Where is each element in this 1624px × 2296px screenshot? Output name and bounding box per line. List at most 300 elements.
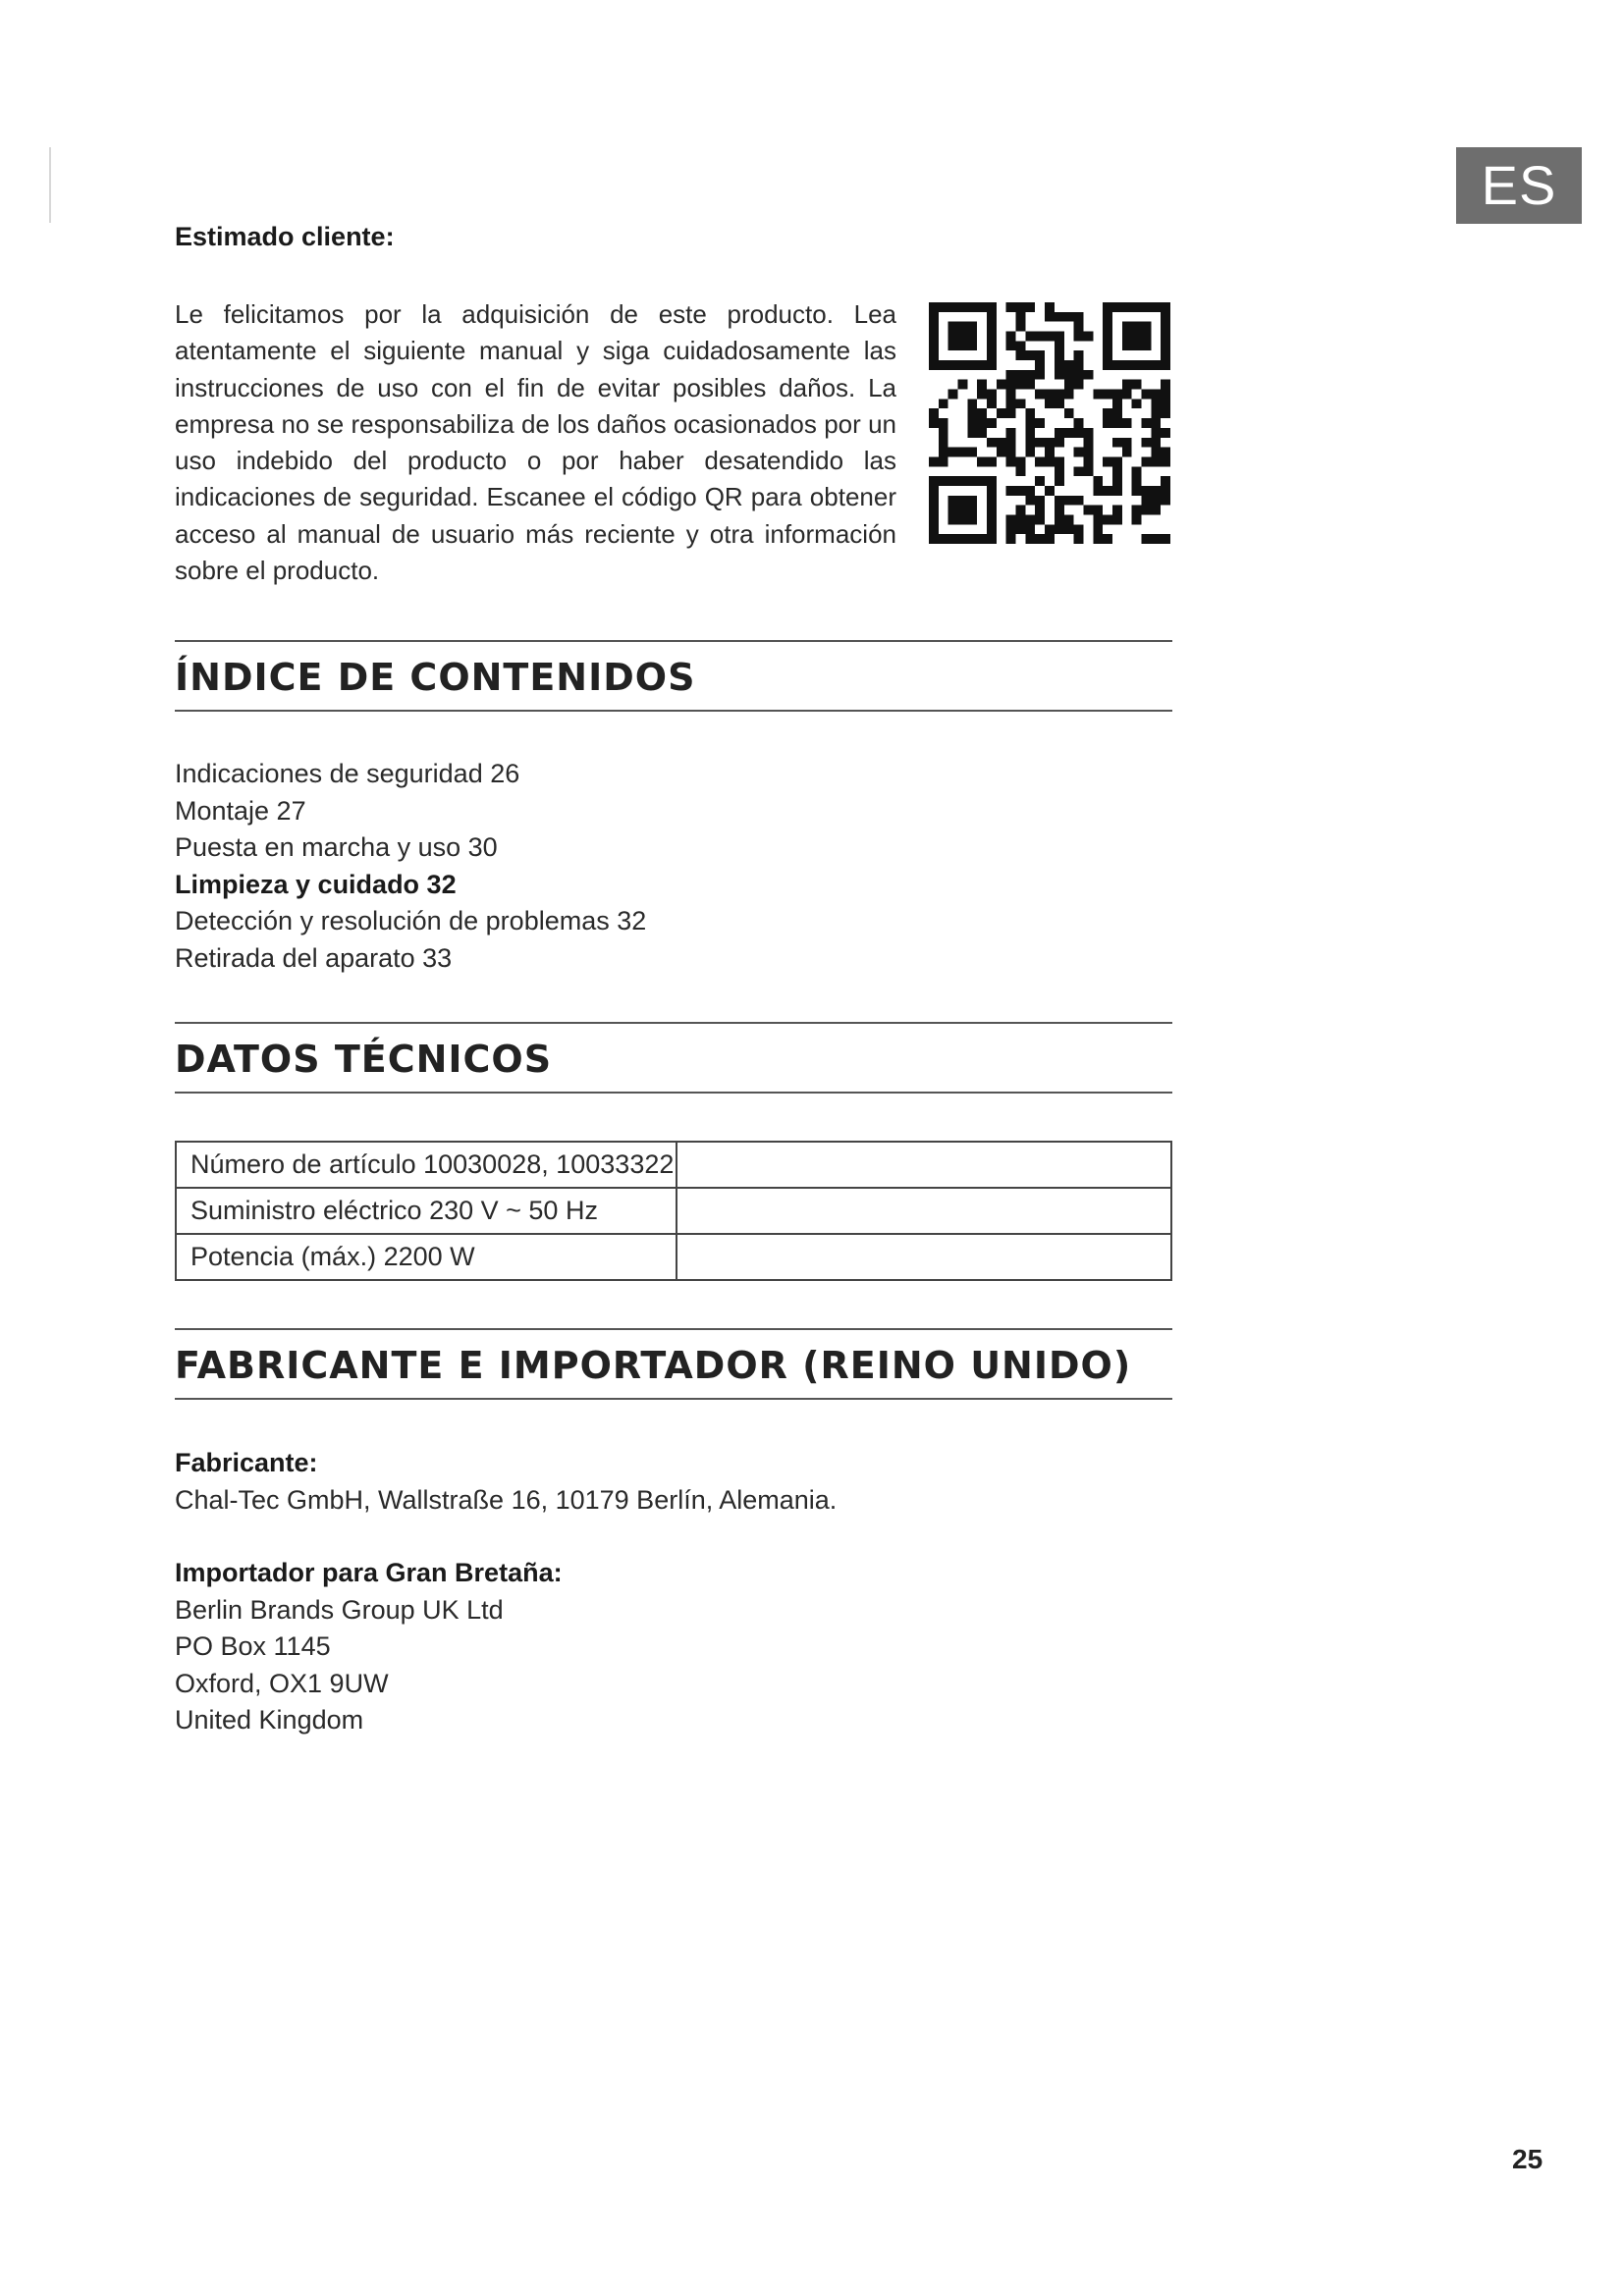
qr-module <box>948 448 958 457</box>
manufacturer-label: Fabricante: <box>175 1448 318 1477</box>
qr-module <box>1006 448 1016 457</box>
qr-module <box>1151 418 1161 428</box>
qr-module <box>1055 341 1064 350</box>
qr-module <box>1025 370 1035 380</box>
qr-module <box>1055 399 1064 408</box>
qr-module <box>1025 496 1035 506</box>
qr-module <box>987 514 997 524</box>
tech-specs-table <box>175 1141 1172 1281</box>
importer-address-line: United Kingdom <box>175 1705 364 1735</box>
qr-module <box>1151 534 1161 544</box>
qr-module <box>1074 350 1084 360</box>
qr-module <box>1016 370 1026 380</box>
qr-module <box>1025 438 1035 448</box>
qr-module <box>1141 486 1151 496</box>
qr-module <box>929 514 939 524</box>
qr-module <box>1035 390 1045 400</box>
qr-module <box>1161 380 1170 390</box>
toc-item[interactable]: Puesta en marcha y uso 30 <box>175 832 498 862</box>
qr-module <box>1045 456 1055 466</box>
qr-module <box>1083 506 1093 515</box>
toc-item[interactable]: Montaje 27 <box>175 795 306 826</box>
qr-module <box>1025 380 1035 390</box>
qr-module <box>967 408 977 418</box>
qr-module <box>967 418 977 428</box>
qr-module <box>1006 524 1016 534</box>
qr-module <box>1132 399 1142 408</box>
qr-module <box>1093 486 1103 496</box>
qr-module <box>1045 302 1055 312</box>
qr-module <box>1141 418 1151 428</box>
qr-module <box>1151 399 1161 408</box>
qr-module <box>1035 476 1045 486</box>
toc-item[interactable]: Limpieza y cuidado 32 <box>175 869 457 899</box>
qr-module <box>1141 534 1151 544</box>
qr-module <box>1161 302 1170 312</box>
qr-module <box>1074 524 1084 534</box>
qr-module <box>1151 390 1161 400</box>
qr-module <box>967 534 977 544</box>
qr-module <box>967 399 977 408</box>
qr-module <box>1035 534 1045 544</box>
qr-module <box>948 390 958 400</box>
toc-item[interactable]: Retirada del aparato 33 <box>175 942 453 973</box>
qr-module <box>1161 312 1170 322</box>
qr-module <box>929 524 939 534</box>
qr-module <box>1006 302 1016 312</box>
qr-module <box>1103 360 1112 370</box>
qr-module <box>939 438 948 448</box>
qr-module <box>1132 466 1142 476</box>
qr-module <box>1025 514 1035 524</box>
qr-module <box>977 456 987 466</box>
qr-module <box>967 360 977 370</box>
qr-module <box>1112 506 1122 515</box>
qr-module <box>1045 534 1055 544</box>
qr-module <box>1074 380 1084 390</box>
qr-module <box>1132 341 1142 350</box>
qr-module <box>1006 408 1016 418</box>
qr-module <box>1074 360 1084 370</box>
qr-module <box>948 476 958 486</box>
qr-module <box>1064 390 1074 400</box>
qr-module <box>1112 514 1122 524</box>
qr-module <box>1006 332 1016 342</box>
qr-module <box>1141 332 1151 342</box>
importer-address-line: Oxford, OX1 9UW <box>175 1668 389 1698</box>
toc-heading: ÍNDICE DE CONTENIDOS <box>175 656 696 699</box>
qr-module <box>939 456 948 466</box>
qr-module <box>1103 322 1112 332</box>
qr-module <box>1151 486 1161 496</box>
qr-module <box>987 506 997 515</box>
qr-module <box>987 332 997 342</box>
qr-module <box>958 448 968 457</box>
qr-module <box>1093 506 1103 515</box>
qr-module <box>1045 524 1055 534</box>
qr-module <box>948 322 958 332</box>
qr-module <box>939 476 948 486</box>
qr-module <box>1055 466 1064 476</box>
qr-module <box>987 399 997 408</box>
qr-module <box>1161 350 1170 360</box>
qr-module <box>1122 418 1132 428</box>
qr-module <box>1035 370 1045 380</box>
qr-module <box>1045 312 1055 322</box>
qr-module <box>1141 302 1151 312</box>
qr-module <box>1132 514 1142 524</box>
qr-module <box>1112 466 1122 476</box>
qr-module <box>1064 380 1074 390</box>
qr-module <box>948 496 958 506</box>
qr-module <box>977 390 987 400</box>
qr-module <box>1074 312 1084 322</box>
qr-module <box>1141 390 1151 400</box>
qr-module <box>929 350 939 360</box>
qr-module <box>1122 302 1132 312</box>
qr-module <box>929 312 939 322</box>
qr-module <box>1132 332 1142 342</box>
qr-module <box>1122 322 1132 332</box>
qr-module <box>939 534 948 544</box>
qr-module <box>1141 341 1151 350</box>
qr-module <box>1064 524 1074 534</box>
qr-module <box>1093 390 1103 400</box>
tech-heading: DATOS TÉCNICOS <box>175 1038 553 1081</box>
qr-module <box>929 456 939 466</box>
qr-module <box>1112 438 1122 448</box>
qr-module <box>958 332 968 342</box>
qr-module <box>1093 514 1103 524</box>
qr-module <box>1055 360 1064 370</box>
qr-module <box>1112 390 1122 400</box>
qr-module <box>1064 408 1074 418</box>
qr-module <box>1132 322 1142 332</box>
qr-module <box>1016 341 1026 350</box>
qr-module <box>1045 448 1055 457</box>
importer-block <box>175 1555 563 1739</box>
qr-module <box>1103 332 1112 342</box>
qr-module <box>1083 448 1093 457</box>
qr-module <box>1093 524 1103 534</box>
qr-module <box>997 408 1006 418</box>
qr-module <box>1141 438 1151 448</box>
qr-module <box>948 332 958 342</box>
qr-module <box>1112 456 1122 466</box>
qr-module <box>1025 408 1035 418</box>
qr-module <box>1006 438 1016 448</box>
qr-module <box>977 380 987 390</box>
table-row <box>176 1142 1171 1188</box>
qr-code[interactable] <box>929 302 1170 544</box>
qr-module <box>1161 486 1170 496</box>
qr-module <box>958 514 968 524</box>
qr-module <box>1103 341 1112 350</box>
qr-module <box>1141 496 1151 506</box>
qr-module <box>1016 322 1026 332</box>
qr-module <box>1006 456 1016 466</box>
qr-module <box>1016 380 1026 390</box>
qr-module <box>1055 370 1064 380</box>
qr-module <box>1035 496 1045 506</box>
qr-module <box>1025 428 1035 438</box>
qr-module <box>967 341 977 350</box>
qr-module <box>1103 418 1112 428</box>
qr-module <box>1006 428 1016 438</box>
qr-module <box>1016 456 1026 466</box>
qr-module <box>1055 506 1064 515</box>
qr-module <box>1151 496 1161 506</box>
table-row <box>176 1188 1171 1234</box>
qr-module <box>1025 350 1035 360</box>
qr-module <box>1112 486 1122 496</box>
qr-module <box>1006 514 1016 524</box>
qr-module <box>929 341 939 350</box>
qr-module <box>1016 524 1026 534</box>
qr-module <box>977 476 987 486</box>
qr-module <box>1025 486 1035 496</box>
qr-module <box>929 496 939 506</box>
spec-cell: Potencia (máx.) 2200 W <box>176 1234 677 1280</box>
qr-module <box>987 496 997 506</box>
qr-module <box>1161 399 1170 408</box>
qr-module <box>1122 341 1132 350</box>
qr-module <box>1132 506 1142 515</box>
toc-item[interactable]: Indicaciones de seguridad 26 <box>175 759 520 788</box>
qr-module <box>1064 360 1074 370</box>
qr-module <box>929 418 939 428</box>
qr-module <box>1025 332 1035 342</box>
qr-module <box>958 496 968 506</box>
spec-cell: Suministro eléctrico 230 V ~ 50 Hz <box>176 1188 677 1234</box>
qr-module <box>948 360 958 370</box>
qr-module <box>1112 360 1122 370</box>
qr-module <box>1161 408 1170 418</box>
importer-address-line: Berlin Brands Group UK Ltd <box>175 1594 504 1625</box>
qr-module <box>1122 448 1132 457</box>
qr-module <box>1161 322 1170 332</box>
qr-module <box>967 496 977 506</box>
qr-module <box>987 486 997 496</box>
qr-module <box>958 506 968 515</box>
qr-module <box>1122 332 1132 342</box>
qr-module <box>1103 350 1112 360</box>
qr-module <box>1064 312 1074 322</box>
qr-module <box>1064 370 1074 380</box>
qr-module <box>1055 476 1064 486</box>
qr-module <box>967 476 977 486</box>
qr-module <box>1055 332 1064 342</box>
qr-module <box>1016 302 1026 312</box>
qr-module <box>1161 456 1170 466</box>
qr-module <box>1122 390 1132 400</box>
qr-module <box>939 399 948 408</box>
qr-module <box>929 322 939 332</box>
qr-module <box>967 332 977 342</box>
qr-module <box>1016 466 1026 476</box>
qr-module <box>1035 438 1045 448</box>
table-of-contents <box>175 756 646 977</box>
qr-module <box>1055 438 1064 448</box>
qr-module <box>977 418 987 428</box>
qr-module <box>958 341 968 350</box>
qr-module <box>967 302 977 312</box>
qr-module <box>1074 496 1084 506</box>
qr-module <box>1103 312 1112 322</box>
qr-module <box>929 332 939 342</box>
qr-module <box>1025 534 1035 544</box>
qr-module <box>1122 438 1132 448</box>
qr-module <box>987 322 997 332</box>
qr-module <box>1016 312 1026 322</box>
qr-module <box>987 302 997 312</box>
qr-module <box>1016 486 1026 496</box>
qr-module <box>1151 448 1161 457</box>
qr-module <box>1103 390 1112 400</box>
qr-module <box>967 428 977 438</box>
qr-module <box>1074 322 1084 332</box>
spec-cell: Número de artículo 10030028, 10033322 <box>176 1142 677 1188</box>
qr-module <box>1074 448 1084 457</box>
qr-module <box>1103 534 1112 544</box>
qr-module <box>1035 350 1045 360</box>
manufacturer-address: Chal-Tec GmbH, Wallstraße 16, 10179 Berlín, Alemania. <box>175 1484 838 1515</box>
qr-module <box>1025 418 1035 428</box>
qr-module <box>967 322 977 332</box>
qr-module <box>967 514 977 524</box>
qr-module <box>1074 428 1084 438</box>
qr-module <box>997 380 1006 390</box>
importer-label: Importador para Gran Bretaña: <box>175 1558 563 1587</box>
qr-module <box>1006 370 1016 380</box>
qr-module <box>1151 428 1161 438</box>
qr-module <box>948 506 958 515</box>
qr-module <box>1161 476 1170 486</box>
qr-module <box>1016 399 1026 408</box>
qr-module <box>948 534 958 544</box>
qr-module <box>1141 322 1151 332</box>
qr-module <box>1083 466 1093 476</box>
qr-module <box>929 360 939 370</box>
qr-module <box>987 418 997 428</box>
qr-module <box>1016 514 1026 524</box>
qr-module <box>987 360 997 370</box>
qr-module <box>997 438 1006 448</box>
qr-module <box>1141 506 1151 515</box>
tech-section-header <box>175 1022 1172 1094</box>
qr-module <box>1035 456 1045 466</box>
qr-module <box>1045 438 1055 448</box>
qr-module <box>1103 514 1112 524</box>
qr-module <box>929 486 939 496</box>
qr-module <box>1074 332 1084 342</box>
qr-module <box>1006 341 1016 350</box>
qr-module <box>1112 399 1122 408</box>
qr-module <box>1055 524 1064 534</box>
qr-module <box>1035 332 1045 342</box>
qr-module <box>1161 360 1170 370</box>
qr-module <box>1122 380 1132 390</box>
qr-module <box>1025 302 1035 312</box>
qr-module <box>1161 428 1170 438</box>
qr-module <box>1035 418 1045 428</box>
qr-module <box>929 302 939 312</box>
qr-module <box>987 438 997 448</box>
qr-module <box>939 302 948 312</box>
qr-module <box>1132 476 1142 486</box>
qr-module <box>1083 428 1093 438</box>
qr-module <box>958 302 968 312</box>
manufacturer-heading: FABRICANTE E IMPORTADOR (REINO UNIDO) <box>175 1344 1132 1387</box>
qr-module <box>1093 476 1103 486</box>
qr-module <box>1093 534 1103 544</box>
manufacturer-block <box>175 1445 837 1519</box>
qr-module <box>939 428 948 438</box>
qr-module <box>958 322 968 332</box>
qr-module <box>939 360 948 370</box>
qr-module <box>1151 506 1161 515</box>
qr-module <box>1161 534 1170 544</box>
qr-module <box>929 534 939 544</box>
qr-module <box>1083 370 1093 380</box>
qr-module <box>1064 496 1074 506</box>
qr-module <box>1151 360 1161 370</box>
spec-value-cell <box>677 1188 1171 1234</box>
qr-module <box>1074 466 1084 476</box>
qr-module <box>1045 486 1055 496</box>
qr-module <box>987 456 997 466</box>
qr-module <box>1083 332 1093 342</box>
qr-module <box>1055 496 1064 506</box>
qr-module <box>1132 486 1142 496</box>
qr-module <box>1006 534 1016 544</box>
qr-module <box>958 380 968 390</box>
qr-module <box>1103 456 1112 466</box>
qr-module <box>1161 341 1170 350</box>
page-number: 25 <box>1512 2144 1543 2174</box>
qr-module <box>987 390 997 400</box>
qr-module <box>997 448 1006 457</box>
qr-module <box>987 524 997 534</box>
table-row <box>176 1234 1171 1280</box>
intro-paragraph: Le felicitamos por la adquisición de este producto. Lea atentamente el siguiente manual y siga cuidadosamente las instrucciones de uso con el fin de evitar posibles daños. La empresa no se responsabiliza de los daños ocasionados por un uso indebido del producto o por haber desatendido las indicaciones de seguridad. Escanee el código QR para obtener acceso al manual de usuario más reciente y otra información sobre el producto. <box>175 299 896 586</box>
spec-value-cell <box>677 1142 1171 1188</box>
qr-module <box>939 418 948 428</box>
greeting: Estimado cliente: <box>175 222 395 251</box>
qr-module <box>1151 456 1161 466</box>
qr-module <box>1112 418 1122 428</box>
spec-value-cell <box>677 1234 1171 1280</box>
qr-module <box>977 428 987 438</box>
qr-module <box>1122 360 1132 370</box>
qr-module <box>1055 428 1064 438</box>
qr-module <box>987 476 997 486</box>
qr-module <box>929 408 939 418</box>
qr-module <box>1112 302 1122 312</box>
qr-module <box>958 534 968 544</box>
qr-module <box>948 302 958 312</box>
qr-module <box>958 360 968 370</box>
qr-module <box>1045 332 1055 342</box>
qr-module <box>1055 390 1064 400</box>
qr-module <box>1025 448 1035 457</box>
toc-item[interactable]: Detección y resolución de problemas 32 <box>175 906 647 935</box>
qr-module <box>1035 514 1045 524</box>
qr-module <box>967 506 977 515</box>
qr-module <box>1103 408 1112 418</box>
language-tab: ES <box>1456 147 1582 224</box>
qr-module <box>939 448 948 457</box>
